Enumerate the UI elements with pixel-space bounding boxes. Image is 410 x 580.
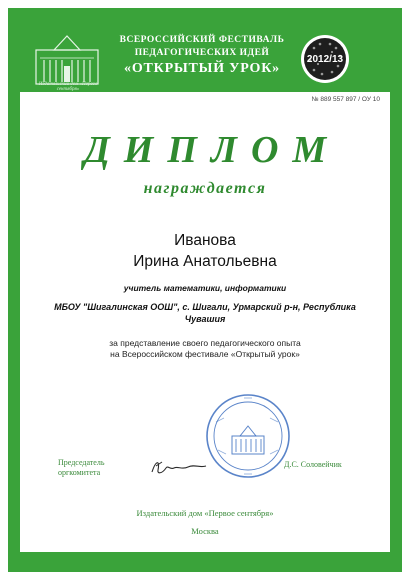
- chairman-title: [58, 458, 128, 478]
- recipient-given-names: Ирина Анатольевна: [133, 253, 277, 270]
- header-line-3: «ОТКРЫТЫЙ УРОК»: [124, 61, 280, 76]
- handwritten-signature-icon: [148, 456, 208, 478]
- school-line-1: МБОУ "Шигалинская ООШ", с. Шигали, Урмарский р-н, Республика: [54, 302, 356, 312]
- recipient-position: учитель математики, информатики: [123, 283, 287, 293]
- header-line-2: ПЕДАГОГИЧЕСКИХ ИДЕЙ: [134, 48, 270, 58]
- publisher-name: Издательский дом «Первое сентября»: [136, 508, 274, 518]
- logo-caption: Издательский дом «Первое сентября»: [38, 82, 98, 92]
- chairman-line-1: Председатель: [58, 458, 105, 467]
- diploma-number: № 889 557 897 / ОУ 10: [311, 96, 380, 103]
- official-stamp-icon: [204, 392, 292, 480]
- chairman-name: Д.С. Соловейчик: [284, 460, 342, 469]
- recipient-surname: Иванова: [174, 232, 236, 249]
- award-reason: [60, 338, 350, 360]
- badge-year: 2012/13: [306, 54, 344, 65]
- chairman-line-2: оргкомитета: [58, 468, 101, 477]
- diploma-title: ДИПЛОМ: [83, 129, 341, 171]
- recipient-school: [50, 301, 360, 325]
- building-logo-icon: [34, 30, 100, 86]
- diploma-subtitle: награждается: [143, 180, 267, 197]
- school-line-2: Чувашия: [184, 314, 226, 324]
- publisher-city: Москва: [191, 526, 219, 536]
- reason-line-2: на Всероссийском фестивале «Открытый урок»: [110, 349, 300, 359]
- reason-line-1: за представление своего педагогического опыта: [109, 338, 301, 348]
- festival-badge-icon: [300, 34, 350, 84]
- festival-header: [112, 34, 292, 78]
- header-line-1: ВСЕРОССИЙСКИЙ ФЕСТИВАЛЬ: [119, 35, 285, 45]
